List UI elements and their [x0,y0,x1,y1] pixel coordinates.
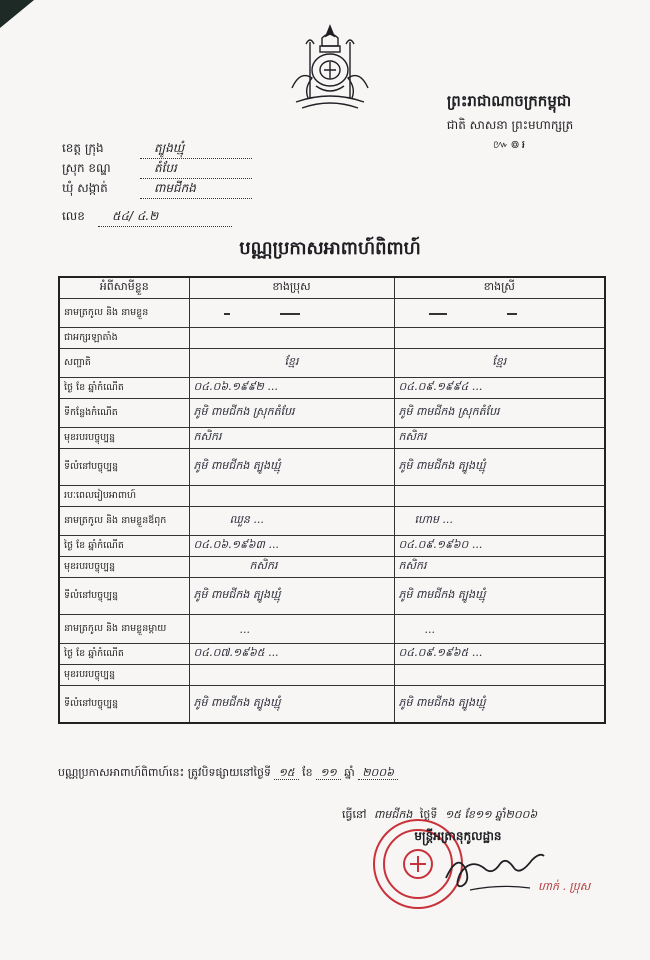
kingdom-heading: ព្រះរាជាណាចក្រកម្ពុជា [446,92,572,110]
row-label: ទីលំនៅបច្ចុប្បន្ន [59,578,189,615]
row-label: ទីលំនៅបច្ចុប្បន្ន [59,449,189,486]
groom-value [189,486,394,507]
table-row [59,299,605,328]
bride-value [394,328,605,349]
table-row [59,665,605,686]
row-label: មុខរបរបច្ចុប្បន្ន [59,557,189,578]
commune-label: ឃុំ សង្កាត់ [62,181,108,195]
groom-value: ភូមិ ពាមជីកង ស្រុកតំបែរ [189,399,394,428]
posting-note [58,766,398,782]
bride-value: ... [394,615,605,644]
bride-value: ហោម ... [394,507,605,536]
row-label: នាមត្រកូល និង នាមខ្លួនឪពុក [59,507,189,536]
table-row [59,536,605,557]
bride-value: ភូមិ ពាមជីកង ត្បូងឃ្មុំ [394,686,605,724]
groom-value: កសិករ [189,557,394,578]
motto-ornament: ៚៙៛ [492,138,528,151]
row-label: មុខរបរបច្ចុប្បន្ន [59,428,189,449]
row-label: ទីលំនៅបច្ចុប្បន្ន [59,686,189,724]
document-title: បណ្ណប្រកាសអាពាហ៍ពិពាហ៍ [239,238,421,259]
groom-value: ០៤.០៧.១៩៦៥ ... [189,644,394,665]
table-row [59,686,605,724]
bride-value: កសិករ [394,557,605,578]
made-at-place: ពាមជីកង [373,808,413,821]
bride-value: ភូមិ ពាមជីកង ត្បូងឃ្មុំ [394,449,605,486]
row-label: ថ្ងៃ ខែ ឆ្នាំកំណើត [59,644,189,665]
bride-value [394,299,605,328]
table-row [59,615,605,644]
table-row [59,507,605,536]
table-row [59,378,605,399]
corner-mark [0,0,34,28]
posting-day: ១៥ [274,766,298,780]
signer-name: ហាក់ . ប្រុស [538,880,591,893]
table-row [59,399,605,428]
royal-emblem-icon [282,22,378,112]
bride-value: ភូមិ ពាមជីកង ត្បូងឃ្មុំ [394,578,605,615]
province-value: ត្បូងឃ្មុំ [140,140,252,159]
posting-year-label: ឆ្នាំ [344,766,355,779]
number-label: លេខ [62,209,85,223]
groom-value: ០៤.០៦.១៩៩២ ... [189,378,394,399]
row-label: នាមត្រកូល និង នាមខ្លួនម្ដាយ [59,615,189,644]
national-motto: ជាតិ សាសនា ព្រះមហាក្សត្រ [446,118,574,132]
bride-value: ខ្មែរ [394,349,605,378]
bride-value: ០៤.០៩.១៩៩៤ ... [394,378,605,399]
district-line [62,160,252,179]
groom-value: ខ្មែរ [189,349,394,378]
posting-year: ២០០៦ [358,766,398,780]
groom-value: ភូមិ ពាមជីកង ត្បូងឃ្មុំ [189,449,394,486]
bride-value: កសិករ [394,428,605,449]
row-label: មុខរបរបច្ចុប្បន្ន [59,665,189,686]
table-row [59,349,605,378]
table-row [59,644,605,665]
district-value: តំបែរ [140,160,252,179]
table-header-row [59,277,605,299]
groom-value [189,665,394,686]
row-label: សញ្ជាតិ [59,349,189,378]
bride-value: ០៤.០៩.១៩៦៥ ... [394,644,605,665]
groom-value: ... [189,615,394,644]
row-label: ទីកន្លែងកំណើត [59,399,189,428]
commune-line [62,180,252,199]
groom-value: ភូមិ ពាមជីកង ត្បូងឃ្មុំ [189,578,394,615]
table-row [59,557,605,578]
province-line [62,140,252,159]
col-header-bride: ខាងស្រី [394,277,605,299]
number-value: ៥៤/ ៤.២ [98,208,232,227]
row-label: ថ្ងៃ ខែ ឆ្នាំកំណើត [59,378,189,399]
groom-value: ០៤.០៦.១៩៦៣ ... [189,536,394,557]
bride-value: ភូមិ ពាមជីកង ស្រុកតំបែរ [394,399,605,428]
province-label: ខេត្ត ក្រុង [62,141,104,155]
number-line [62,208,232,227]
col-header-groom: ខាងប្រុស [189,277,394,299]
row-label: របៈពេលរៀបអាពាហ៍ [59,486,189,507]
groom-value [189,299,394,328]
marriage-announcement-table [58,276,606,724]
col-header-subject: អំពីសាមីខ្លួន [59,277,189,299]
bride-value [394,665,605,686]
table-row [59,486,605,507]
posting-note-prefix: បណ្ណប្រកាសអាពាហ៍ពិពាហ៍នេះ ត្រូវបិទផ្សាយនៅថ្ងៃទី [58,766,271,779]
row-label: ថ្ងៃ ខែ ឆ្នាំកំណើត [59,536,189,557]
made-date: ១៥ ខែ១១ ឆ្នាំ២០០៦ [444,808,538,821]
signature-icon [440,838,550,898]
table-row [59,428,605,449]
groom-value: កសិករ [189,428,394,449]
row-label: ជាអក្សរឡាតាំង [59,328,189,349]
officer-title: មន្ត្រីអត្រានុកូលដ្ឋាន [414,829,502,843]
district-label: ស្រុក ខណ្ឌ [62,161,111,175]
posting-month: ១១ [316,766,341,780]
table-row [59,449,605,486]
table-row [59,578,605,615]
made-date-label: ថ្ងៃទី [419,808,438,821]
commune-value: ពាមជីកង [140,180,252,199]
bride-value: ០៤.០៩.១៩៦០ ... [394,536,605,557]
made-at-label: ធ្វើនៅ [342,808,367,821]
groom-value: ភូមិ ពាមជីកង ត្បូងឃ្មុំ [189,686,394,724]
groom-value: ឈួន ... [189,507,394,536]
row-label: នាមត្រកូល និង នាមខ្លួន [59,299,189,328]
groom-value [189,328,394,349]
table-row [59,328,605,349]
bride-value [394,486,605,507]
posting-month-label: ខែ [302,766,313,779]
